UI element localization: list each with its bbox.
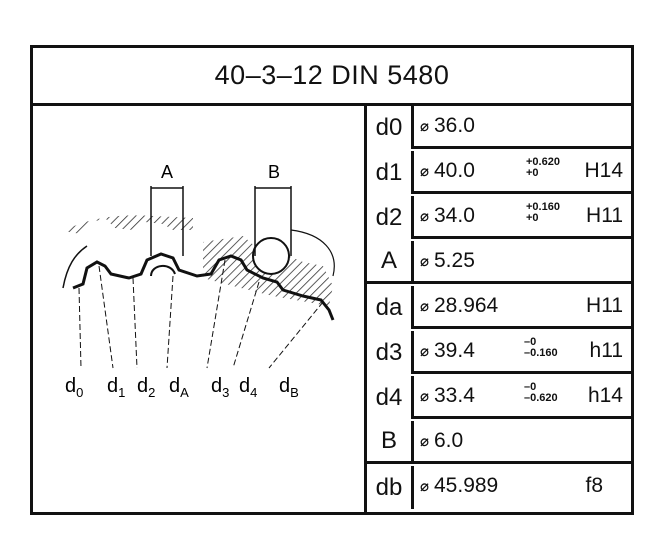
leader-dB <box>269 302 323 368</box>
symbol-cell: d1 <box>367 151 414 194</box>
leader-d1 <box>99 266 113 368</box>
spline-drawing <box>33 106 367 512</box>
label-A: A <box>161 162 174 182</box>
fit-class: h11 <box>589 339 623 362</box>
tolerance-lower: –0.620 <box>524 392 558 404</box>
tolerance-lower: –0.160 <box>524 347 558 359</box>
diameter-icon: ⌀ <box>420 343 430 360</box>
diameter-icon: ⌀ <box>420 388 430 405</box>
label-d3: $d_3$ <box>211 375 230 400</box>
label-dA: $d_A$ <box>169 375 189 400</box>
symbol-cell: da <box>367 286 414 329</box>
value-cell <box>414 151 631 194</box>
row-da <box>367 286 631 329</box>
ball-B <box>253 238 289 274</box>
value-cell <box>414 286 631 329</box>
symbol-cell: d2 <box>367 196 414 239</box>
label-dB: $d_B$ <box>279 375 299 400</box>
diameter-icon: ⌀ <box>420 118 430 135</box>
label-B: B <box>268 162 281 182</box>
fit-class: H14 <box>584 159 623 182</box>
tolerance <box>526 157 560 179</box>
symbol-cell: B <box>367 421 414 464</box>
dimension-table <box>367 106 631 512</box>
fit-class: H11 <box>586 204 623 227</box>
symbol-cell: A <box>367 241 414 284</box>
tolerance-upper: –0 <box>524 381 537 393</box>
row-B <box>367 421 631 464</box>
tolerance-upper: +0.160 <box>526 201 560 213</box>
diameter-icon: ⌀ <box>420 208 430 225</box>
tolerance-lower: +0 <box>526 212 539 224</box>
value-cell <box>414 376 631 419</box>
spline-profile-diagram <box>33 106 364 512</box>
row-d1 <box>367 151 631 194</box>
symbol-cell: d0 <box>367 106 414 149</box>
hub-hatch-left <box>63 215 193 234</box>
leader-d4 <box>233 282 259 368</box>
tolerance <box>526 202 560 224</box>
label-d4: $d_4$ <box>239 375 258 400</box>
spline-spec-sheet <box>30 45 634 515</box>
symbol-cell: d3 <box>367 331 414 374</box>
fit-class: f8 <box>585 474 603 497</box>
value-text: 33.4 <box>434 384 475 407</box>
tolerance-upper: –0 <box>524 336 537 348</box>
tolerance-upper: +0.620 <box>526 156 560 168</box>
row-db <box>367 466 631 509</box>
tolerance <box>524 382 558 404</box>
value-text: 45.989 <box>434 474 499 497</box>
value-cell <box>414 241 631 284</box>
leader-d2 <box>133 278 137 368</box>
label-d0: $d_0$ <box>65 375 84 400</box>
row-d3 <box>367 331 631 374</box>
diameter-labels <box>65 375 299 400</box>
symbol-cell: db <box>367 466 414 509</box>
row-d4 <box>367 376 631 419</box>
value-text: 39.4 <box>434 339 475 362</box>
fit-class: h14 <box>587 384 623 407</box>
tolerance-lower: +0 <box>526 167 539 179</box>
value-text: 40.0 <box>434 159 475 182</box>
value-text: 6.0 <box>434 429 464 452</box>
leader-d0 <box>79 288 81 368</box>
value-text: 34.0 <box>434 204 475 227</box>
tolerance <box>524 337 558 359</box>
value-text: 36.0 <box>434 114 475 137</box>
label-d2: $d_2$ <box>137 375 156 400</box>
diameter-icon: ⌀ <box>420 253 430 270</box>
leader-dA <box>167 276 173 368</box>
value-cell <box>414 331 631 374</box>
diameter-icon: ⌀ <box>420 298 430 315</box>
value-cell <box>414 421 631 464</box>
row-d0 <box>367 106 631 149</box>
value-cell <box>414 466 631 509</box>
row-A <box>367 241 631 284</box>
symbol-cell: d4 <box>367 376 414 419</box>
tooth-bump-a <box>151 266 175 276</box>
row-d2 <box>367 196 631 239</box>
diameter-icon: ⌀ <box>420 163 430 180</box>
value-text: 5.25 <box>434 249 475 272</box>
label-d1: $d_1$ <box>107 375 126 400</box>
diameter-icon: ⌀ <box>420 478 430 495</box>
value-cell <box>414 106 631 149</box>
sheet-title: 40–3–12 DIN 5480 <box>33 48 631 106</box>
value-cell <box>414 196 631 239</box>
value-text: 28.964 <box>434 294 499 317</box>
fit-class: H11 <box>586 294 623 317</box>
diameter-icon: ⌀ <box>420 433 430 450</box>
